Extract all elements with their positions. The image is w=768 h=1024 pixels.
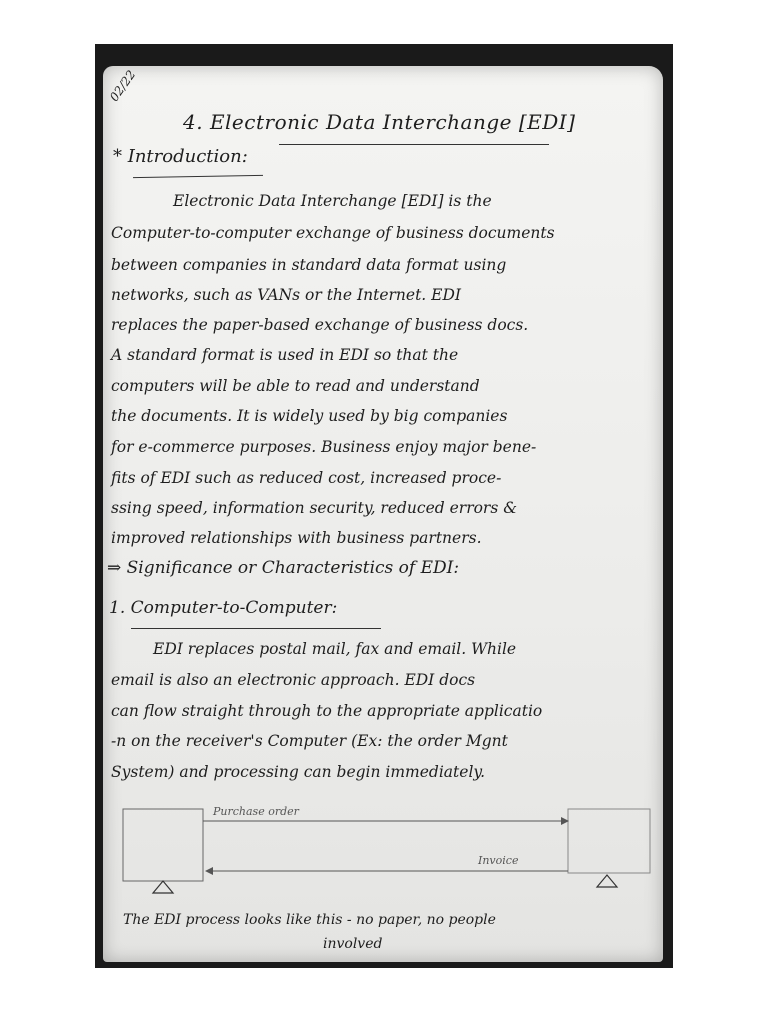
notebook-page xyxy=(103,66,663,962)
intro-line: Computer-to-computer exchange of business documents xyxy=(111,224,555,242)
invoice-arrowhead-icon xyxy=(205,867,213,875)
title-underline xyxy=(279,144,549,145)
intro-line: fits of EDI such as reduced cost, increased proce- xyxy=(111,469,502,487)
point1-underline xyxy=(131,628,381,629)
purchase-order-label: Purchase order xyxy=(213,805,299,818)
edi-diagram xyxy=(113,801,653,901)
point1-line: email is also an electronic approach. EDI docs xyxy=(111,671,476,689)
intro-line: Electronic Data Interchange [EDI] is the xyxy=(173,192,492,210)
point1-line: EDI replaces postal mail, fax and email. While xyxy=(153,640,517,658)
intro-underline xyxy=(133,175,263,178)
intro-line: improved relationships with business partners. xyxy=(111,529,482,547)
intro-line: ssing speed, information security, reduced errors & xyxy=(111,499,518,517)
diagram-caption-continued: involved xyxy=(323,936,383,952)
intro-line: between companies in standard data format using xyxy=(111,256,507,274)
sender-computer-box xyxy=(123,809,203,881)
intro-line: A standard format is used in EDI so that the xyxy=(111,346,459,364)
point1-line: System) and processing can begin immediately. xyxy=(111,763,486,781)
point1-heading: 1. Computer-to-Computer: xyxy=(109,598,338,618)
intro-line: computers will be able to read and understand xyxy=(111,377,480,395)
significance-heading: ⇒ Significance or Characteristics of EDI: xyxy=(107,558,460,578)
point1-line: -n on the receiver's Computer (Ex: the order Mgnt xyxy=(111,732,508,750)
intro-line: the documents. It is widely used by big companies xyxy=(111,407,508,425)
intro-line: for e-commerce purposes. Business enjoy major bene- xyxy=(111,438,537,456)
receiver-computer-box xyxy=(568,809,650,873)
intro-heading: * Introduction: xyxy=(113,146,248,167)
invoice-label: Invoice xyxy=(478,854,519,867)
intro-line: networks, such as VANs or the Internet. EDI xyxy=(111,286,462,304)
sender-stand-icon xyxy=(153,881,173,893)
photo-frame xyxy=(95,44,673,968)
point1-line: can flow straight through to the appropriate applicatio xyxy=(111,702,543,720)
receiver-stand-icon xyxy=(597,875,617,887)
intro-line: replaces the paper-based exchange of business docs. xyxy=(111,316,529,334)
page-title: 4. Electronic Data Interchange [EDI] xyxy=(183,110,576,134)
diagram-caption: The EDI process looks like this - no paper, no people xyxy=(123,912,496,928)
page-date: 02/22 xyxy=(107,67,139,105)
